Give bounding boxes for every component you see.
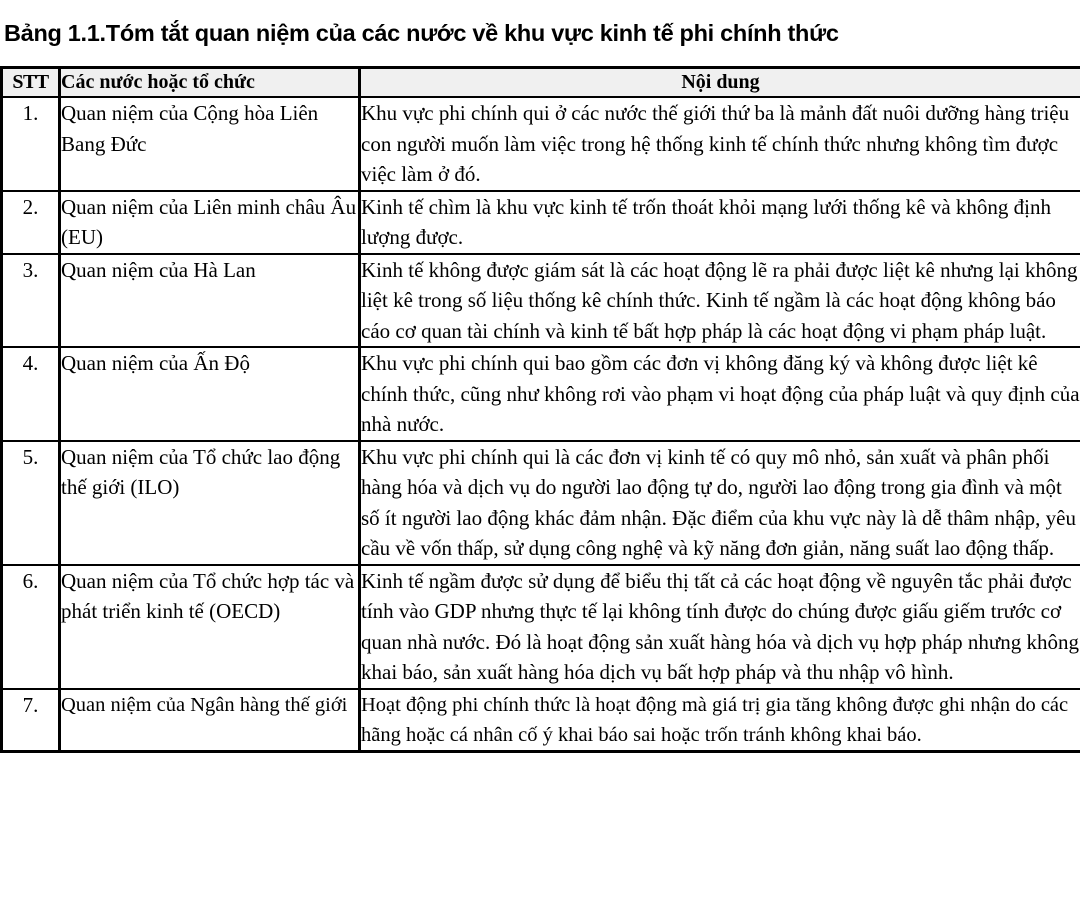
row-index-text: 3. <box>3 255 58 285</box>
content-cell <box>360 689 1080 752</box>
table-row <box>2 254 1080 348</box>
content-text: Khu vực phi chính qui ở các nước thế giới thứ ba là mảnh đất nuôi dưỡng hàng triệu con người muốn làm việc trong hệ thống kinh tế chính thức nhưng không tìm được việc làm ở đó. <box>361 98 1080 190</box>
entity-cell <box>60 689 360 752</box>
table-row <box>2 347 1080 441</box>
content-cell <box>360 565 1080 689</box>
table-row <box>2 441 1080 565</box>
content-text: Khu vực phi chính qui là các đơn vị kinh tế có quy mô nhỏ, sản xuất và phân phối hàng hóa và dịch vụ do người lao động tự do, người lao động trong gia đình và một số ít người lao động khác đảm nhận. Đặc điểm của khu vực này là dễ thâm nhập, yêu cầu về vốn thấp, sử dụng công nghệ và kỹ năng đơn giản, năng suất lao động thấp. <box>361 442 1080 564</box>
column-header-entity: Các nước hoặc tổ chức <box>60 68 360 98</box>
content-cell <box>360 441 1080 565</box>
row-index-text: 1. <box>3 98 58 128</box>
row-index-cell <box>2 97 60 191</box>
row-index-text: 5. <box>3 442 58 472</box>
entity-cell <box>60 254 360 348</box>
table-header <box>2 68 1080 98</box>
table-row <box>2 565 1080 689</box>
content-text: Hoạt động phi chính thức là hoạt động mà giá trị gia tăng không được ghi nhận do các hãng hoặc cá nhân cố ý khai báo sai hoặc trốn tránh không khai báo. <box>361 690 1080 750</box>
row-index-cell <box>2 689 60 752</box>
row-index-cell <box>2 347 60 441</box>
content-cell <box>360 191 1080 254</box>
entity-cell <box>60 97 360 191</box>
row-index-text: 7. <box>3 690 58 720</box>
column-header-stt: STT <box>2 68 60 98</box>
table-header-row <box>2 68 1080 98</box>
table-body <box>2 97 1080 751</box>
content-cell <box>360 254 1080 348</box>
entity-cell <box>60 441 360 565</box>
entity-text: Quan niệm của Hà Lan <box>61 255 358 286</box>
entity-text: Quan niệm của Tổ chức hợp tác và phát triển kinh tế (OECD) <box>61 566 358 627</box>
page-title: Bảng 1.1.Tóm tắt quan niệm của các nước về khu vực kinh tế phi chính thức <box>0 16 1080 51</box>
summary-table <box>0 66 1080 753</box>
entity-text: Quan niệm của Ngân hàng thế giới <box>61 690 358 720</box>
row-index-cell <box>2 191 60 254</box>
entity-text: Quan niệm của Tổ chức lao động thế giới (ILO) <box>61 442 358 503</box>
row-index-text: 4. <box>3 348 58 378</box>
table-row <box>2 191 1080 254</box>
row-index-text: 2. <box>3 192 58 222</box>
entity-text: Quan niệm của Ấn Độ <box>61 348 358 379</box>
content-text: Khu vực phi chính qui bao gồm các đơn vị không đăng ký và không được liệt kê chính thức, cũng như không rơi vào phạm vi hoạt động của pháp luật và quy định của nhà nước. <box>361 348 1080 440</box>
content-text: Kinh tế không được giám sát là các hoạt động lẽ ra phải được liệt kê nhưng lại không liệt kê trong số liệu thống kê chính thức. Kinh tế ngầm là các hoạt động không báo cáo cơ quan tài chính và kinh tế bất hợp pháp là các hoạt động vi phạm pháp luật. <box>361 255 1080 347</box>
row-index-cell <box>2 565 60 689</box>
row-index-cell <box>2 254 60 348</box>
entity-text: Quan niệm của Liên minh châu Âu (EU) <box>61 192 358 253</box>
entity-text: Quan niệm của Cộng hòa Liên Bang Đức <box>61 98 358 159</box>
table-row <box>2 689 1080 752</box>
row-index-cell <box>2 441 60 565</box>
content-cell <box>360 347 1080 441</box>
row-index-text: 6. <box>3 566 58 596</box>
entity-cell <box>60 191 360 254</box>
document-page <box>0 16 1080 913</box>
entity-cell <box>60 565 360 689</box>
content-cell <box>360 97 1080 191</box>
column-header-content: Nội dung <box>360 68 1080 98</box>
content-text: Kinh tế chìm là khu vực kinh tế trốn thoát khỏi mạng lưới thống kê và không định lượng được. <box>361 192 1080 253</box>
table-row <box>2 97 1080 191</box>
entity-cell <box>60 347 360 441</box>
content-text: Kinh tế ngầm được sử dụng để biểu thị tất cả các hoạt động về nguyên tắc phải được tính vào GDP nhưng thực tế lại không tính được do chúng được giấu giếm trước cơ quan nhà nước. Đó là hoạt động sản xuất hàng hóa và dịch vụ hợp pháp nhưng không khai báo, sản xuất hàng hóa dịch vụ bất hợp pháp và thu nhập vô hình. <box>361 566 1080 688</box>
